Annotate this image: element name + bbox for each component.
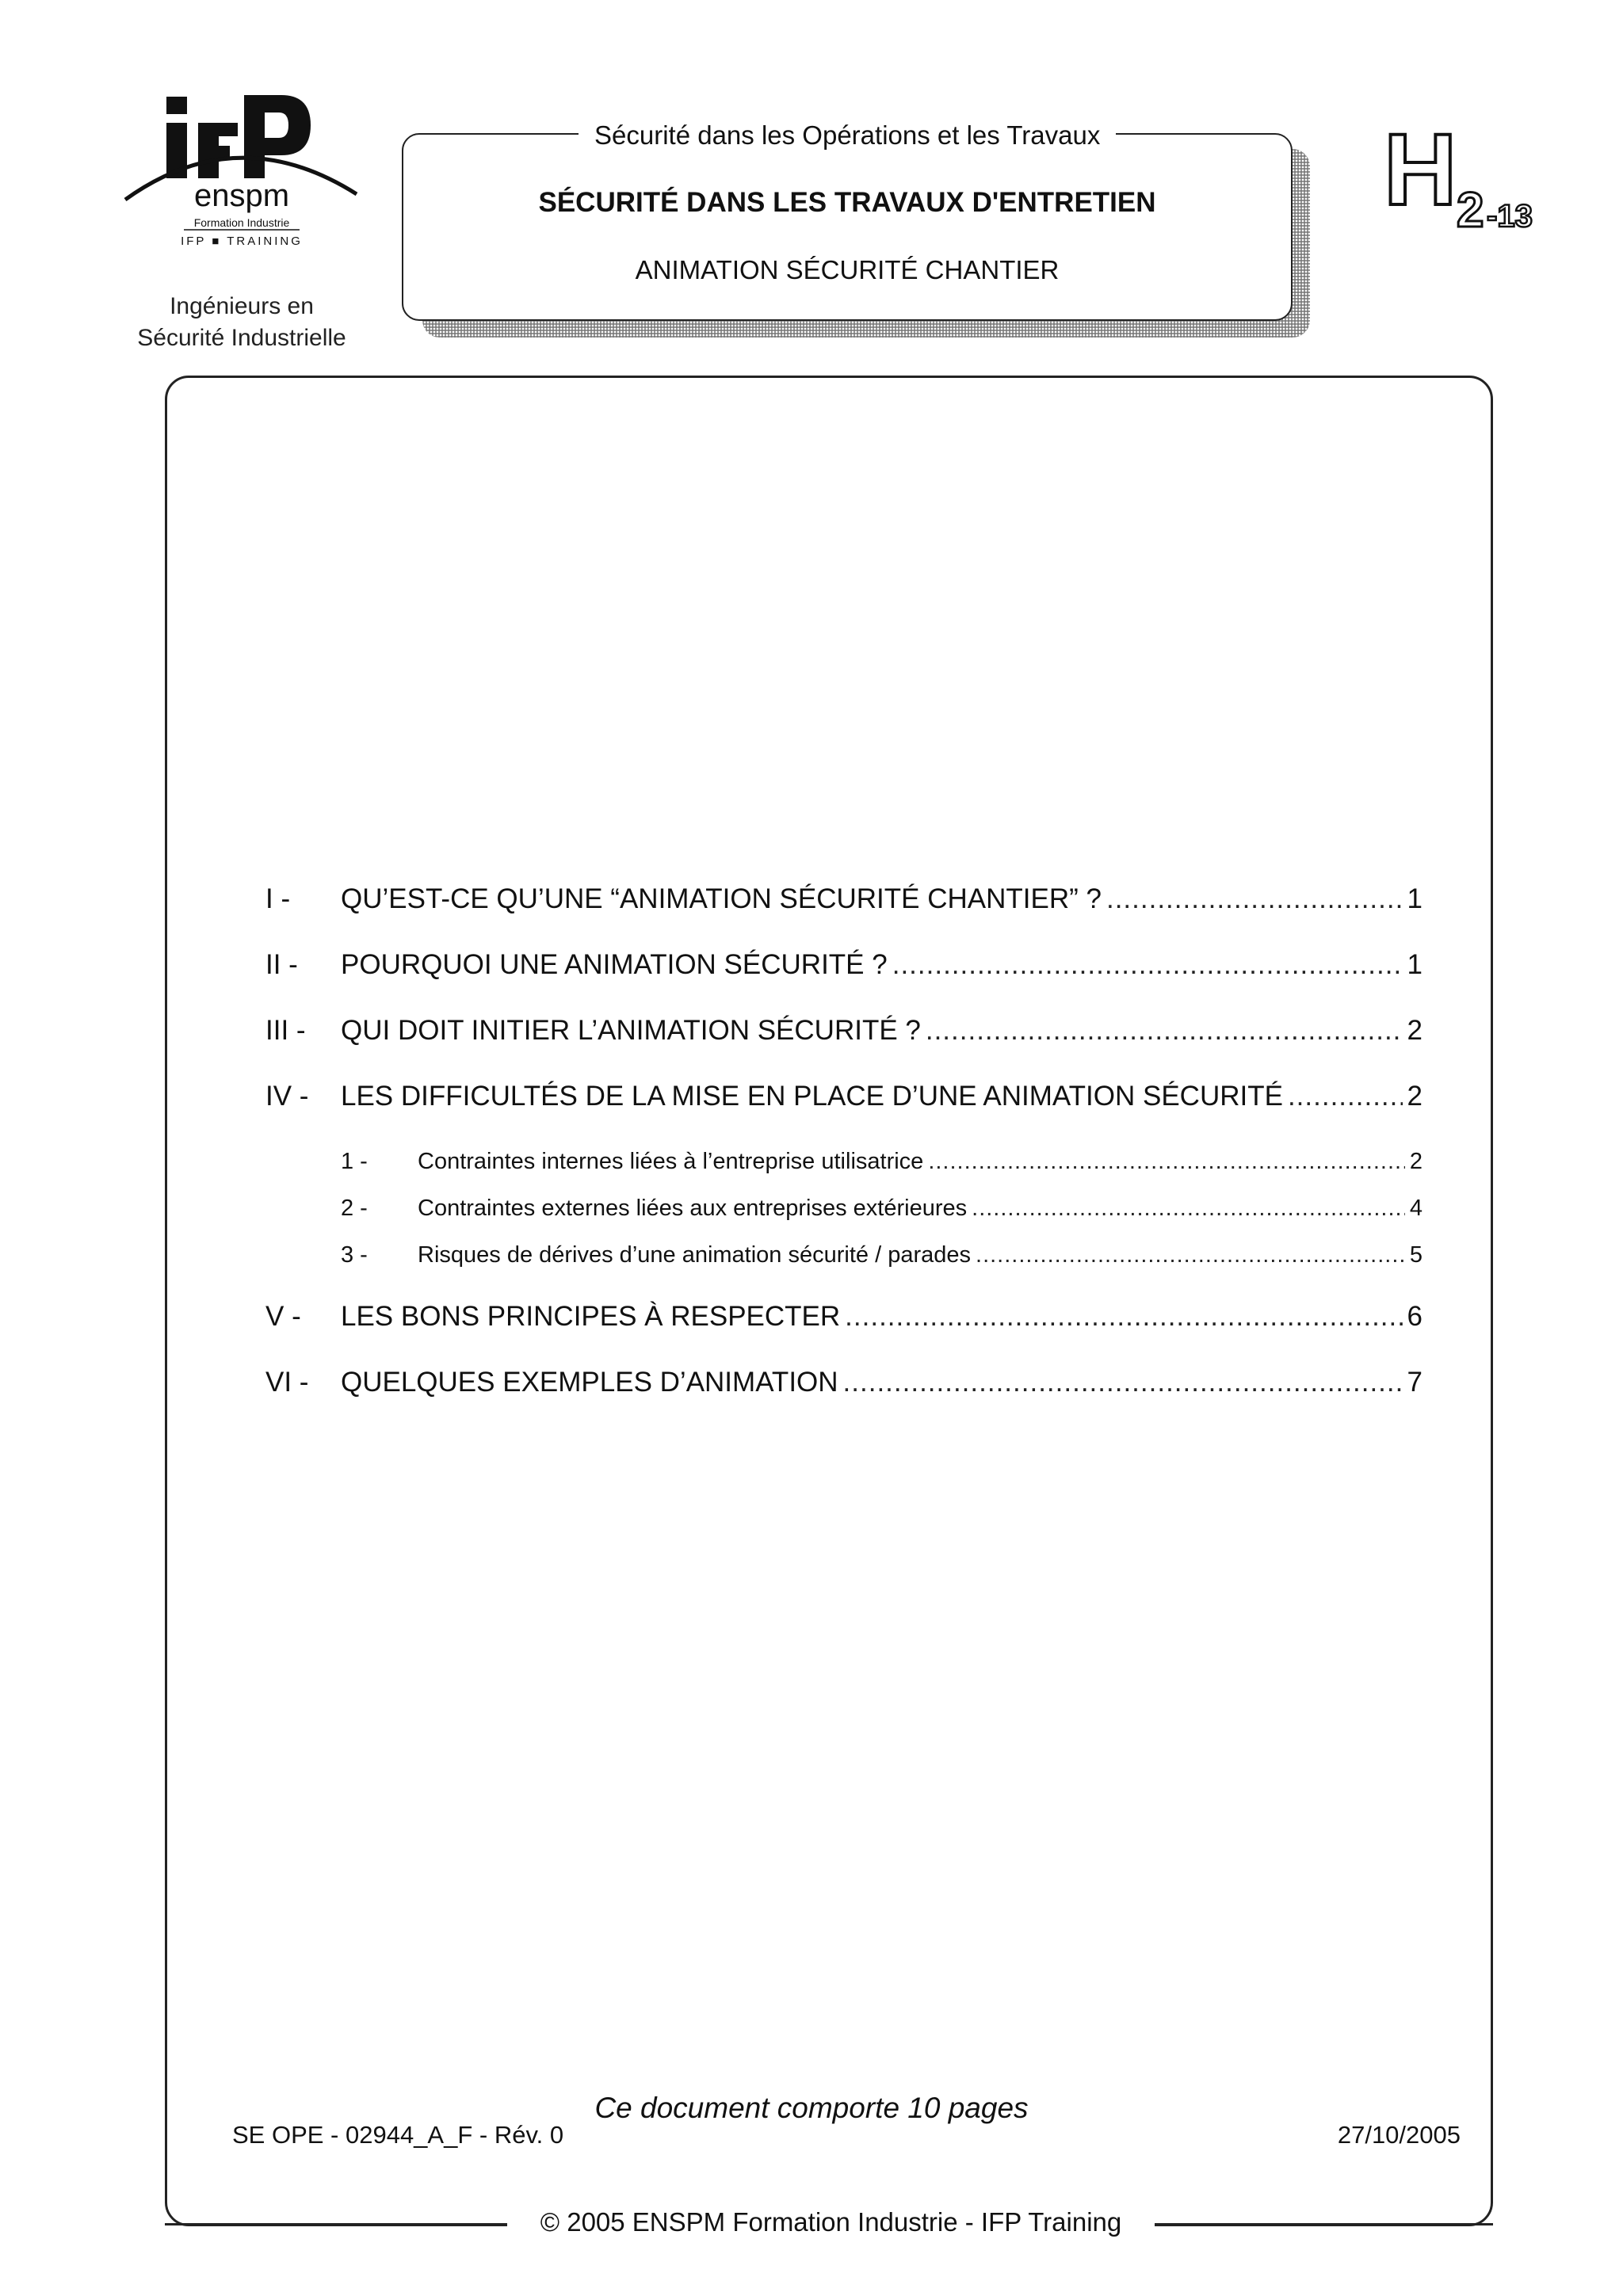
toc-entry[interactable]	[265, 949, 1423, 981]
toc-leader-dots	[926, 1015, 1403, 1047]
footer-rule-right	[1155, 2223, 1493, 2225]
logo-line2: IFP ■ TRAINING	[181, 235, 303, 248]
toc-subentry-number: 1 -	[341, 1149, 368, 1174]
logo-line1: Formation Industrie	[193, 216, 290, 229]
toc-leader-dots	[892, 949, 1403, 981]
logo-caption	[119, 291, 365, 354]
toc-entry-title: LES BONS PRINCIPES À RESPECTER	[341, 1301, 841, 1332]
toc-entry[interactable]	[265, 883, 1423, 915]
toc-leader-dots	[1288, 1081, 1403, 1112]
toc-entry-number: II -	[265, 949, 298, 980]
toc-entry-page: 6	[1407, 1301, 1423, 1332]
header-subtitle: ANIMATION SÉCURITÉ CHANTIER	[635, 255, 1060, 284]
copyright-notice: © 2005 ENSPM Formation Industrie - IFP Training	[507, 2207, 1155, 2237]
module-code-number: 2	[1457, 183, 1484, 238]
logo-brand-text: enspm	[193, 178, 290, 213]
toc-leader-dots	[976, 1242, 1405, 1268]
toc-entry[interactable]	[265, 1081, 1423, 1112]
toc-entry-page: 2	[1407, 1015, 1423, 1046]
toc-entry-number: III -	[265, 1015, 306, 1046]
document-date: 27/10/2005	[1337, 2121, 1461, 2149]
toc-entry-number: V -	[265, 1301, 301, 1332]
toc-subentry-title: Contraintes externes liées aux entreprises extérieures	[418, 1196, 968, 1221]
toc-entry-number: IV -	[265, 1081, 309, 1112]
toc-subentry[interactable]	[265, 1242, 1423, 1268]
module-code-suffix: -13	[1487, 199, 1533, 234]
module-code	[1379, 117, 1561, 244]
toc-subentry-page: 2	[1409, 1149, 1423, 1174]
toc-entry[interactable]	[265, 1301, 1423, 1333]
header-box	[402, 133, 1293, 321]
page-count-note: Ce document comporte 10 pages	[594, 2092, 1029, 2124]
toc-entry-page: 1	[1407, 949, 1423, 980]
toc-entry-title: QU’EST-CE QU’UNE “ANIMATION SÉCURITÉ CHANTIER” ?	[341, 883, 1102, 914]
toc-leader-dots	[1106, 883, 1403, 915]
logo-caption-line2: Sécurité Industrielle	[137, 325, 346, 351]
toc-subentry-page: 5	[1409, 1242, 1423, 1268]
toc-entry-number: VI -	[265, 1367, 309, 1398]
toc-subentry-page: 4	[1409, 1196, 1423, 1221]
toc-subentry[interactable]	[265, 1149, 1423, 1175]
toc-entry[interactable]	[265, 1015, 1423, 1047]
toc-entry-title: QUI DOIT INITIER L’ANIMATION SÉCURITÉ ?	[341, 1015, 921, 1046]
toc-entry-title: LES DIFFICULTÉS DE LA MISE EN PLACE D’UNE ANIMATION SÉCURITÉ	[341, 1081, 1283, 1112]
logo-caption-line1: Ingénieurs en	[170, 293, 314, 319]
document-reference: SE OPE - 02944_A_F - Rév. 0	[232, 2121, 564, 2149]
module-code-letter: H	[1384, 117, 1457, 227]
toc-entry-title: QUELQUES EXEMPLES D’ANIMATION	[341, 1367, 838, 1398]
toc-subentry[interactable]	[265, 1196, 1423, 1222]
footer-rule-left	[165, 2223, 507, 2225]
toc-leader-dots	[928, 1149, 1405, 1175]
logo-f-letter	[198, 123, 238, 178]
toc-entry-title: POURQUOI UNE ANIMATION SÉCURITÉ ?	[341, 949, 888, 980]
toc-subentry-title: Risques de dérives d’une animation sécurité / parades	[418, 1242, 972, 1268]
header-series: Sécurité dans les Opérations et les Travaux	[579, 120, 1116, 151]
toc-entry-page: 2	[1407, 1081, 1423, 1112]
logo-i-dot	[166, 97, 187, 114]
toc-entry-page: 7	[1407, 1367, 1423, 1398]
ifp-enspm-logo	[119, 79, 365, 254]
toc-leader-dots	[972, 1196, 1405, 1222]
toc-entry-page: 1	[1407, 883, 1423, 914]
toc-leader-dots	[843, 1367, 1403, 1398]
toc-leader-dots	[845, 1301, 1402, 1333]
toc-entry[interactable]	[265, 1367, 1423, 1398]
toc-subentry-title: Contraintes internes liées à l’entreprise utilisatrice	[418, 1149, 924, 1174]
toc-entry-number: I -	[265, 883, 291, 914]
toc-subentry-number: 2 -	[341, 1196, 368, 1221]
header-title: SÉCURITÉ DANS LES TRAVAUX D'ENTRETIEN	[538, 187, 1156, 218]
toc-subentry-number: 3 -	[341, 1242, 368, 1268]
